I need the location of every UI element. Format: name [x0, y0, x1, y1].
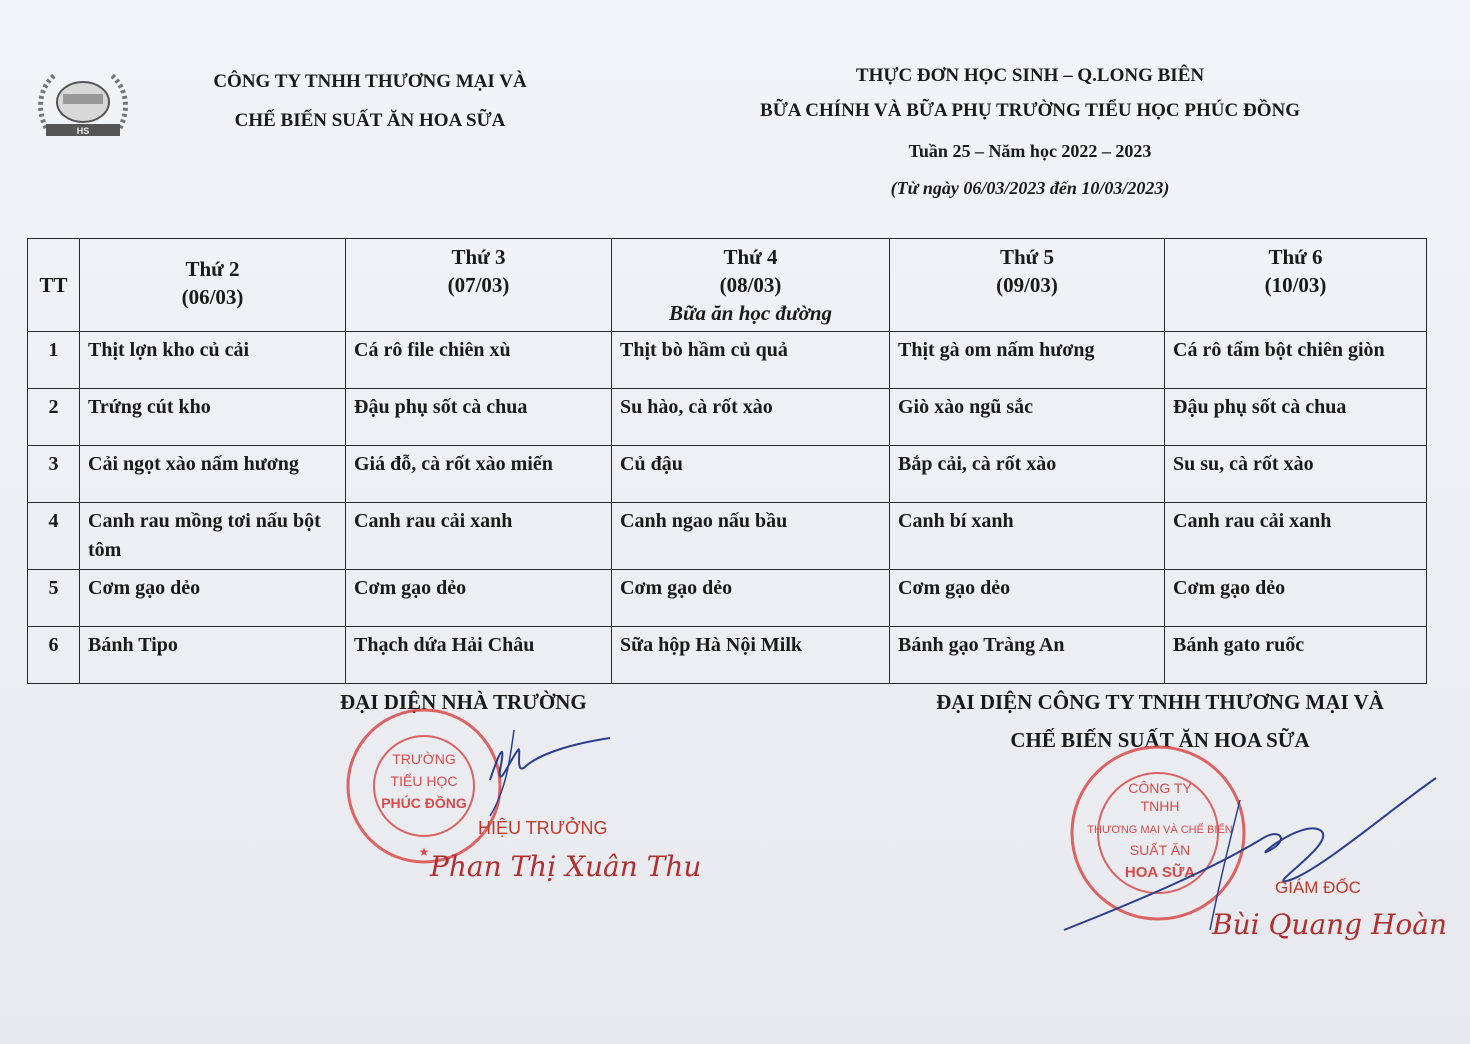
menu-cell: Giò xào ngũ sắc	[890, 389, 1165, 446]
menu-cell: Cơm gạo dẻo	[346, 570, 612, 627]
menu-cell: Thịt gà om nấm hương	[890, 332, 1165, 389]
company-signer-name: Bùi Quang Hoàn	[1212, 908, 1448, 941]
table-row	[28, 446, 1427, 503]
day-header	[80, 239, 346, 332]
logo-text: HS	[76, 126, 90, 136]
menu-cell: Su su, cà rốt xào	[1165, 446, 1427, 503]
svg-text:HOA SỮA: HOA SỮA	[1124, 864, 1196, 881]
svg-text:★: ★	[418, 845, 430, 859]
school-signature	[470, 720, 620, 820]
table-row	[28, 332, 1427, 389]
day-name: Thứ 5	[999, 245, 1055, 269]
menu-cell: Củ đậu	[612, 446, 890, 503]
menu-title: THỰC ĐƠN HỌC SINH – Q.LONG BIÊN	[855, 65, 1205, 86]
menu-cell: Bánh Tipo	[80, 627, 346, 684]
menu-cell: Sữa hộp Hà Nội Milk	[612, 627, 890, 684]
row-number: 4	[28, 503, 80, 570]
day-note: Bữa ăn học đường	[668, 301, 833, 325]
menu-cell: Giá đỗ, cà rốt xào miến	[346, 446, 612, 503]
menu-table	[27, 238, 1427, 684]
menu-cell: Cơm gạo dẻo	[612, 570, 890, 627]
table-row	[28, 503, 1427, 570]
svg-text:TIỂU HỌC: TIỂU HỌC	[390, 773, 458, 789]
day-name: Thứ 4	[723, 245, 778, 269]
school-representative-heading: ĐẠI DIỆN NHÀ TRƯỜNG	[340, 690, 587, 714]
company-name-line2: CHẾ BIẾN SUẤT ĂN HOA SỮA	[234, 110, 506, 131]
school-signer-name: Phan Thị Xuân Thu	[430, 850, 702, 883]
menu-cell: Đậu phụ sốt cà chua	[1165, 389, 1427, 446]
menu-cell: Cá rô file chiên xù	[346, 332, 612, 389]
menu-date-range: (Từ ngày 06/03/2023 đến 10/03/2023)	[890, 178, 1170, 198]
day-name: Thứ 2	[185, 257, 240, 281]
day-header	[1165, 239, 1427, 332]
menu-cell: Đậu phụ sốt cà chua	[346, 389, 612, 446]
company-logo	[36, 68, 130, 142]
menu-cell: Trứng cút kho	[80, 389, 346, 446]
svg-text:PHÚC ĐỒNG: PHÚC ĐỒNG	[381, 795, 467, 811]
day-date: (06/03)	[181, 285, 244, 309]
svg-text:THƯƠNG MẠI VÀ CHẾ BIẾN: THƯƠNG MẠI VÀ CHẾ BIẾN	[1087, 824, 1233, 836]
menu-cell: Bắp cải, cà rốt xào	[890, 446, 1165, 503]
day-header	[612, 239, 890, 332]
menu-cell: Thạch dứa Hải Châu	[346, 627, 612, 684]
company-rep-line2: CHẾ BIẾN SUẤT ĂN HOA SỮA	[1010, 728, 1310, 752]
menu-cell: Cơm gạo dẻo	[1165, 570, 1427, 627]
row-number: 5	[28, 570, 80, 627]
menu-cell: Cá rô tẩm bột chiên giòn	[1165, 332, 1427, 389]
day-date: (10/03)	[1264, 273, 1327, 297]
svg-text:TRƯỜNG: TRƯỜNG	[392, 751, 456, 767]
day-date: (09/03)	[996, 273, 1058, 297]
menu-cell: Cơm gạo dẻo	[890, 570, 1165, 627]
company-rep-line1: ĐẠI DIỆN CÔNG TY TNHH THƯƠNG MẠI VÀ	[936, 690, 1384, 714]
table-row	[28, 570, 1427, 627]
row-number: 2	[28, 389, 80, 446]
day-date: (07/03)	[447, 273, 510, 297]
svg-text:CÔNG TY: CÔNG TY	[1128, 780, 1192, 796]
company-signer-title: GIÁM ĐỐC	[1275, 878, 1361, 897]
menu-cell: Bánh gato ruốc	[1165, 627, 1427, 684]
menu-cell: Thịt lợn kho củ cải	[80, 332, 346, 389]
menu-cell: Bánh gạo Tràng An	[890, 627, 1165, 684]
menu-week: Tuần 25 – Năm học 2022 – 2023	[908, 141, 1152, 161]
menu-cell: Cải ngọt xào nấm hương	[80, 446, 346, 503]
company-heading	[150, 62, 590, 140]
school-signer-title: HIỆU TRƯỞNG	[478, 818, 608, 838]
menu-cell: Thịt bò hầm củ quả	[612, 332, 890, 389]
table-header-row	[28, 239, 1427, 332]
menu-cell: Canh rau cải xanh	[346, 503, 612, 570]
day-name: Thứ 3	[451, 245, 506, 269]
company-name-line1: CÔNG TY TNHH THƯƠNG MẠI VÀ	[213, 71, 527, 92]
row-number: 1	[28, 332, 80, 389]
svg-text:TNHH: TNHH	[1140, 798, 1180, 814]
menu-heading	[700, 62, 1360, 206]
row-number: 3	[28, 446, 80, 503]
tt-header: TT	[28, 239, 80, 332]
day-header	[346, 239, 612, 332]
menu-cell: Canh rau mồng tơi nấu bột tôm	[80, 503, 346, 570]
day-date: (08/03)	[719, 273, 782, 297]
menu-cell: Canh rau cải xanh	[1165, 503, 1427, 570]
menu-cell: Cơm gạo dẻo	[80, 570, 346, 627]
menu-subtitle: BỮA CHÍNH VÀ BỮA PHỤ TRƯỜNG TIỂU HỌC PHÚC ĐỒNG	[760, 100, 1300, 121]
table-row	[28, 389, 1427, 446]
menu-cell: Su hào, cà rốt xào	[612, 389, 890, 446]
row-number: 6	[28, 627, 80, 684]
table-row	[28, 627, 1427, 684]
menu-cell: Canh bí xanh	[890, 503, 1165, 570]
svg-text:SUẤT ĂN: SUẤT ĂN	[1129, 842, 1191, 858]
day-header	[890, 239, 1165, 332]
menu-cell: Canh ngao nấu bầu	[612, 503, 890, 570]
day-name: Thứ 6	[1268, 245, 1323, 269]
